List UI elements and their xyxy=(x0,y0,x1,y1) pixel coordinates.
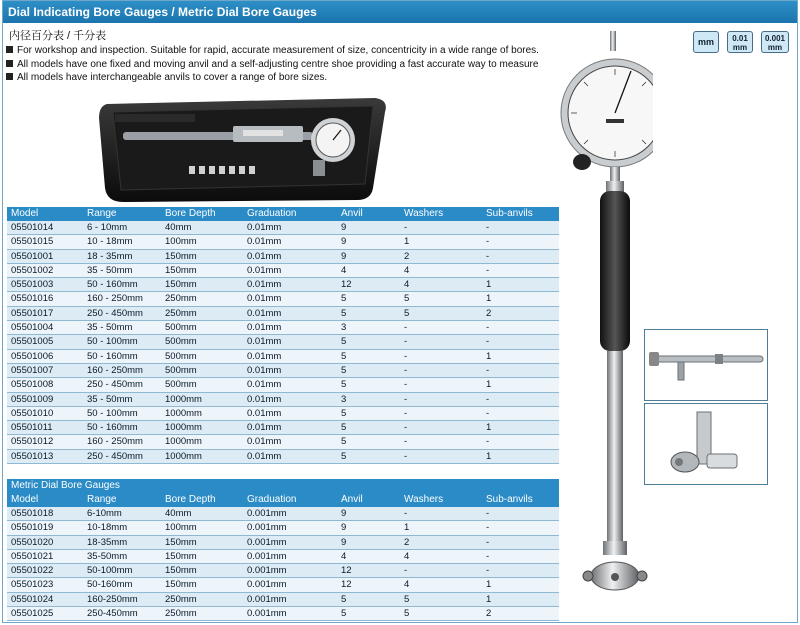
table-row xyxy=(7,507,559,521)
column-header: Washers xyxy=(404,208,444,219)
table-cell: - xyxy=(404,336,408,348)
table-cell: 2 xyxy=(404,250,410,262)
table-row xyxy=(7,292,559,306)
table-cell: 0.001mm xyxy=(247,536,287,548)
table-cell: - xyxy=(404,350,408,362)
table-cell: - xyxy=(404,450,408,462)
column-header: Bore Depth xyxy=(165,208,216,219)
table-cell: 3 xyxy=(341,322,347,334)
bullet-icon xyxy=(6,60,13,67)
table-cell: - xyxy=(486,322,490,334)
table-header xyxy=(7,207,559,221)
table-cell: 500mm xyxy=(165,322,197,334)
table-cell: 0.01mm xyxy=(247,236,282,248)
table-row xyxy=(7,564,559,578)
table-cell: 500mm xyxy=(165,379,197,391)
table-row xyxy=(7,350,559,364)
table-row xyxy=(7,250,559,264)
table-cell: - xyxy=(404,422,408,434)
table-cell: 3 xyxy=(341,393,347,405)
bore-gauge-table xyxy=(7,207,559,464)
table-cell: 05501017 xyxy=(11,307,54,319)
table-cell: 2 xyxy=(404,536,410,548)
bullet-icon xyxy=(6,73,13,80)
table-row xyxy=(7,607,559,621)
table-cell: 0.001mm xyxy=(247,565,287,577)
table-cell: - xyxy=(404,222,408,233)
table-cell: 40mm xyxy=(165,222,192,233)
table-cell: 05501013 xyxy=(11,450,54,462)
table-cell: 05501012 xyxy=(11,436,54,448)
table-cell: 9 xyxy=(341,508,347,519)
table-row xyxy=(7,407,559,421)
table-cell: 5 xyxy=(341,350,347,362)
table-cell: 5 xyxy=(341,593,347,605)
table-cell: 9 xyxy=(341,250,347,262)
table-cell: 500mm xyxy=(165,364,197,376)
table-cell: - xyxy=(404,436,408,448)
table-row xyxy=(7,593,559,607)
table-cell: 5 xyxy=(404,608,410,620)
table-row xyxy=(7,521,559,535)
table-cell: 40mm xyxy=(165,508,192,519)
table-cell: - xyxy=(486,236,490,248)
table-cell: 05501009 xyxy=(11,393,54,405)
column-header: Range xyxy=(87,208,117,219)
table-cell: 1 xyxy=(486,450,492,462)
table-cell: - xyxy=(404,508,408,519)
table-cell: - xyxy=(486,336,490,348)
table-cell: 4 xyxy=(341,264,347,276)
table-cell: 0.01mm xyxy=(247,450,282,462)
table-cell: 05501011 xyxy=(11,422,53,434)
table-cell: 05501006 xyxy=(11,350,54,362)
table-cell: 05501004 xyxy=(11,322,54,334)
table-cell: 05501023 xyxy=(11,579,54,591)
table-cell: 05501020 xyxy=(11,536,54,548)
column-header: Anvil xyxy=(341,494,363,505)
table-row xyxy=(7,307,559,321)
table-cell: 12 xyxy=(341,279,352,291)
table-cell: 250mm xyxy=(165,608,197,620)
table-cell: 0.01mm xyxy=(247,264,282,276)
table-row xyxy=(7,550,559,564)
table-cell: 150mm xyxy=(165,264,197,276)
table-cell: 50 - 100mm xyxy=(87,407,138,419)
table-cell: 12 xyxy=(341,579,352,591)
table-cell: 100mm xyxy=(165,522,197,534)
table-cell: - xyxy=(486,364,490,376)
table-cell: 4 xyxy=(404,579,410,591)
table-cell: 05501019 xyxy=(11,522,54,534)
table-cell: - xyxy=(404,393,408,405)
table-cell: 1 xyxy=(486,293,492,305)
table-cell: 1 xyxy=(404,236,410,248)
table-cell: 160 - 250mm xyxy=(87,364,143,376)
table-cell: 10 - 18mm xyxy=(87,236,133,248)
metric-bore-gauge-table xyxy=(7,479,559,621)
table-cell: - xyxy=(486,522,490,534)
table-cell: 250 - 450mm xyxy=(87,307,143,319)
table-cell: 6-10mm xyxy=(87,508,122,519)
table-cell: 05501008 xyxy=(11,379,54,391)
table-row xyxy=(7,278,559,292)
table-row xyxy=(7,364,559,378)
column-header: Graduation xyxy=(247,208,297,219)
table-cell: - xyxy=(486,393,490,405)
table-header xyxy=(7,493,559,507)
table-row xyxy=(7,578,559,592)
table-cell: 9 xyxy=(341,236,347,248)
table-cell: 2 xyxy=(486,608,492,620)
table-cell: 160-250mm xyxy=(87,593,138,605)
table-cell: 18 - 35mm xyxy=(87,250,133,262)
table-cell: 50 - 160mm xyxy=(87,279,138,291)
table-cell: 500mm xyxy=(165,350,197,362)
table-cell: 05501002 xyxy=(11,264,54,276)
table-cell: 35 - 50mm xyxy=(87,322,133,334)
table-row xyxy=(7,264,559,278)
table-cell: 5 xyxy=(341,407,347,419)
table-cell: - xyxy=(404,565,408,577)
table-cell: 0.001mm xyxy=(247,608,287,620)
table-cell: 4 xyxy=(404,279,410,291)
table-cell: 160 - 250mm xyxy=(87,436,143,448)
column-header: Model xyxy=(11,208,39,219)
table-cell: 1 xyxy=(486,350,492,362)
table-cell: 0.01mm xyxy=(247,350,282,362)
table-cell: 0.01mm xyxy=(247,250,282,262)
table-cell: 5 xyxy=(404,307,410,319)
table-cell: 05501018 xyxy=(11,508,54,519)
table-cell: 05501024 xyxy=(11,593,54,605)
table-cell: 9 xyxy=(341,222,347,233)
table-cell: 150mm xyxy=(165,550,197,562)
table-cell: 150mm xyxy=(165,250,197,262)
table-cell: 150mm xyxy=(165,279,197,291)
table-cell: 0.001mm xyxy=(247,522,287,534)
table-row xyxy=(7,536,559,550)
table-cell: 1000mm xyxy=(165,436,202,448)
table-cell: 500mm xyxy=(165,336,197,348)
table-cell: 2 xyxy=(486,307,492,319)
column-header: Washers xyxy=(404,494,444,505)
table-cell: - xyxy=(486,508,490,519)
table-cell: 1 xyxy=(486,579,492,591)
bore-gauge-image xyxy=(558,31,653,596)
table-cell: 5 xyxy=(341,608,347,620)
table-body xyxy=(7,507,559,621)
table-cell: - xyxy=(486,407,490,419)
feature-list xyxy=(6,44,591,85)
table-cell: - xyxy=(404,407,408,419)
product-page xyxy=(2,0,798,623)
table-cell: 150mm xyxy=(165,536,197,548)
table-cell: 10-18mm xyxy=(87,522,128,534)
table-cell: 05501005 xyxy=(11,336,54,348)
table-cell: 0.01mm xyxy=(247,336,282,348)
table-cell: 05501010 xyxy=(11,407,54,419)
column-header: Sub-anvils xyxy=(486,494,533,505)
feature-item: All models have one fixed and moving anvil and a self-adjusting centre shoe providing a fast accurate way to measure xyxy=(6,58,591,72)
table-cell: 0.001mm xyxy=(247,593,287,605)
table-cell: 05501025 xyxy=(11,608,54,620)
table-cell: 5 xyxy=(341,307,347,319)
column-header: Bore Depth xyxy=(165,494,216,505)
table-cell: - xyxy=(404,364,408,376)
chinese-subtitle: 内径百分表 / 千分表 xyxy=(9,30,107,42)
table-cell: 250 - 450mm xyxy=(87,379,143,391)
column-header: Sub-anvils xyxy=(486,208,533,219)
table-cell: - xyxy=(486,536,490,548)
table-cell: 5 xyxy=(404,593,410,605)
table-cell: 35 - 50mm xyxy=(87,393,133,405)
table-cell: 0.01mm xyxy=(247,307,282,319)
table-cell: - xyxy=(486,222,490,233)
table-cell: - xyxy=(404,379,408,391)
table-cell: 9 xyxy=(341,536,347,548)
table-cell: 4 xyxy=(341,550,347,562)
table-cell: 0.01mm xyxy=(247,364,282,376)
table-row xyxy=(7,221,559,235)
table-cell: 5 xyxy=(341,436,347,448)
table-cell: 35 - 50mm xyxy=(87,264,133,276)
table-cell: 0.001mm xyxy=(247,550,287,562)
anvil-detail-image xyxy=(644,329,768,401)
table-row xyxy=(7,435,559,449)
table-row xyxy=(7,450,559,464)
table-cell: 1 xyxy=(486,593,492,605)
table-cell: 100mm xyxy=(165,236,197,248)
resolution-0001-icon: 0.001 mm xyxy=(761,31,789,53)
table-row xyxy=(7,321,559,335)
table-cell: 250-450mm xyxy=(87,608,138,620)
table-cell: 50 - 160mm xyxy=(87,422,138,434)
table-cell: - xyxy=(486,436,490,448)
column-header: Graduation xyxy=(247,494,297,505)
table-cell: 4 xyxy=(404,550,410,562)
table-cell: 0.01mm xyxy=(247,293,282,305)
table-cell: 250mm xyxy=(165,293,197,305)
table-cell: 1 xyxy=(404,522,410,534)
table-cell: 50-100mm xyxy=(87,565,133,577)
table-cell: 05501014 xyxy=(11,222,54,233)
table-cell: 1 xyxy=(486,379,492,391)
table-cell: 0.01mm xyxy=(247,279,282,291)
table-cell: 1000mm xyxy=(165,422,202,434)
table-row xyxy=(7,335,559,349)
table-cell: 150mm xyxy=(165,565,197,577)
table-cell: 1000mm xyxy=(165,407,202,419)
table-cell: 35-50mm xyxy=(87,550,128,562)
table-cell: 1 xyxy=(486,422,492,434)
table-row xyxy=(7,421,559,435)
feature-item: All models have interchangeable anvils to cover a range of bore sizes. xyxy=(6,71,591,85)
table-cell: 05501015 xyxy=(11,236,54,248)
feature-item: For workshop and inspection. Suitable for rapid, accurate measurement of size, concentricity in a wide range of bores. xyxy=(6,44,591,58)
table-cell: - xyxy=(404,322,408,334)
table-cell: 250mm xyxy=(165,593,197,605)
table-cell: 50 - 100mm xyxy=(87,336,138,348)
table-cell: 5 xyxy=(341,422,347,434)
table-cell: - xyxy=(486,550,490,562)
column-header: Model xyxy=(11,494,39,505)
table-body xyxy=(7,221,559,464)
table-cell: 0.01mm xyxy=(247,422,282,434)
table-cell: - xyxy=(486,565,490,577)
table-cell: 5 xyxy=(341,379,347,391)
table-cell: 05501022 xyxy=(11,565,54,577)
table-cell: 1000mm xyxy=(165,450,202,462)
table-cell: 05501016 xyxy=(11,293,54,305)
table-cell: 250mm xyxy=(165,307,197,319)
bullet-icon xyxy=(6,46,13,53)
table-row xyxy=(7,393,559,407)
table-cell: 5 xyxy=(341,336,347,348)
column-header: Anvil xyxy=(341,208,363,219)
table-cell: 6 - 10mm xyxy=(87,222,128,233)
table-cell: 05501007 xyxy=(11,364,54,376)
table-cell: 5 xyxy=(341,450,347,462)
table-cell: 0.001mm xyxy=(247,508,287,519)
table-cell: 250 - 450mm xyxy=(87,450,143,462)
table-cell: 160 - 250mm xyxy=(87,293,143,305)
table-cell: 18-35mm xyxy=(87,536,128,548)
table-cell: 05501003 xyxy=(11,279,54,291)
table-cell: 150mm xyxy=(165,579,197,591)
table-cell: 0.01mm xyxy=(247,436,282,448)
table-cell: 0.01mm xyxy=(247,393,282,405)
table-cell: 5 xyxy=(404,293,410,305)
table-cell: 1000mm xyxy=(165,393,202,405)
centre-shoe-detail-image xyxy=(644,403,768,485)
table-cell: 0.01mm xyxy=(247,379,282,391)
table-cell: 50 - 160mm xyxy=(87,350,138,362)
table-cell: 5 xyxy=(341,364,347,376)
page-title: Dial Indicating Bore Gauges / Metric Dial Bore Gauges xyxy=(3,1,797,23)
table-cell: 05501001 xyxy=(11,250,54,262)
table-cell: 12 xyxy=(341,565,352,577)
resolution-001-icon: 0.01 mm xyxy=(727,31,753,53)
table-cell: 5 xyxy=(341,293,347,305)
table-cell: 0.01mm xyxy=(247,322,282,334)
table-cell: 9 xyxy=(341,522,347,534)
table-cell: 0.001mm xyxy=(247,579,287,591)
table-cell: 4 xyxy=(404,264,410,276)
table-cell: - xyxy=(486,250,490,262)
gauge-case-photo xyxy=(93,96,393,206)
table-row xyxy=(7,235,559,249)
table-cell: 0.01mm xyxy=(247,222,282,233)
mm-unit-icon: mm xyxy=(693,31,719,53)
table-cell: 05501021 xyxy=(11,550,54,562)
table-cell: - xyxy=(486,264,490,276)
section-title: Metric Dial Bore Gauges xyxy=(7,479,559,493)
column-header: Range xyxy=(87,494,117,505)
table-cell: 0.01mm xyxy=(247,407,282,419)
table-row xyxy=(7,378,559,392)
table-cell: 1 xyxy=(486,279,492,291)
table-cell: 50-160mm xyxy=(87,579,133,591)
